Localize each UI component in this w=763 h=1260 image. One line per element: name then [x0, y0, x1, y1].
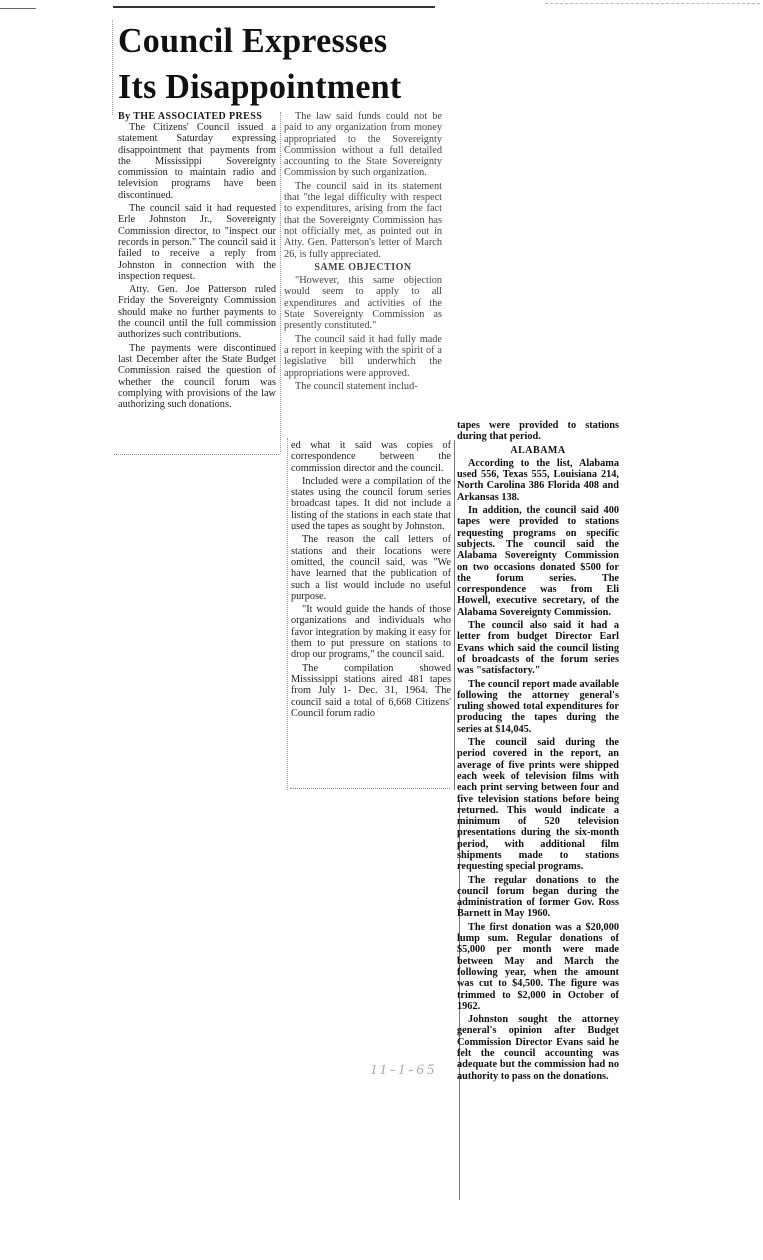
headline-line-1: Council Expresses: [118, 21, 388, 60]
paragraph: The Citizens' Council issued a statement Saturday expressing disappointment that payments from the Mississippi Sovereignty commission to maintain radio and television programs have been discontinued.: [118, 122, 276, 201]
paragraph: The council also said it had a letter from budget Director Earl Evans which said the council listing of broadcasts of the forum series was "satisfactory.": [457, 620, 619, 677]
paragraph: Johnston sought the attorney general's opinion after Budget Commission Director Evans said he felt the council accounting was adequate but the commission had no authority to pass on the donations.: [457, 1014, 619, 1082]
column-3-bottom-rule: [290, 788, 450, 789]
column-divider: [454, 440, 455, 790]
top-rule: [113, 6, 435, 8]
top-dashed-edge: [545, 3, 760, 4]
article-column-4: [457, 420, 619, 1084]
column-divider: [287, 438, 288, 790]
paragraph: The compilation showed Mississippi stations aired 481 tapes from July 1- Dec. 31, 1964. The council said a total of 6,668 Citizens' Council forum radio: [291, 662, 451, 719]
paragraph: The council statement includ-: [295, 380, 418, 392]
paragraph: The council said it had fully made a report in keeping with the spirit of a legislative bill underwhich the appropriations were approved.: [284, 333, 442, 379]
paragraph: ed what it said was copies of correspondence between the commission director and the council.: [291, 440, 451, 474]
headline: [118, 18, 448, 110]
byline: By THE ASSOCIATED PRESS: [118, 111, 263, 122]
article-column-3: [291, 440, 451, 721]
clipping-edge-left: [112, 20, 113, 115]
pencil-annotation: 11-1-65: [370, 1062, 438, 1078]
paragraph: In addition, the council said 400 tapes were provided to stations requesting programs on specific subjects. The council said the Alabama Sovereignty Commission on two occasions donated $500 for the forum series. The correspondence was from Eli Howell, executive secretary, of the Alabama Sovereignty Commission.: [457, 505, 619, 618]
paragraph: The council said during the period covered in the report, an average of five prints were shipped each week of television films with each print serving between four and five television stations before being returned. This would indicate a minimum of 520 television presentations during the six-month period, with additional film shipments made to stations requesting special programs.: [457, 737, 619, 873]
paragraph: According to the list, Alabama used 556, Texas 555, Louisiana 214, North Carolina 386 Florida 408 and Arkansas 138.: [457, 457, 619, 503]
paragraph: Atty. Gen. Joe Patterson ruled Friday the Sovereignty Commission should make no further payments to the council until the full commission authorizes such contributions.: [118, 284, 276, 341]
paragraph: The council report made available following the attorney general's ruling showed total expenditures for producing the tapes during the series at $14,045.: [457, 678, 619, 735]
article-column-1: [118, 122, 276, 412]
column-divider: [280, 112, 281, 452]
subhead-alabama: ALABAMA: [510, 444, 566, 456]
paragraph: tapes were provided to stations during that period.: [457, 420, 619, 443]
paragraph: The law said funds could not be paid to any organization from money appropriated to the Sovereignty Commission without a full detailed accounting to the State Sovereignty Commission by such organization.: [284, 111, 442, 179]
paragraph: The council said it had requested Erle Johnston Jr., Sovereignty Commission director, to "inspect our records in person." The council said it failed to receive a reply from Johnston in connection with the inspection request.: [118, 203, 276, 282]
column-1-bottom-rule: [114, 454, 279, 455]
paragraph: Included were a compilation of the states using the council forum series broadcast tapes. It did not include a listing of the stations in each state that used the tapes as sought by Johnston.: [291, 475, 451, 533]
paragraph: The council said in its statement that "the legal difficulty with respect to expenditures, arising from the fact that the Sovereignty Commission has not officially met, as pointed out in Atty. Gen. Patterson's letter of March 26, is fully appreciated.: [284, 180, 442, 260]
paragraph: The first donation was a $20,000 lump sum. Regular donations of $5,000 per month were made between May and March the following year, when the amount was cut to $4,500. The figure was trimmed to $2,000 in October of 1962.: [457, 921, 619, 1012]
paragraph: "However, this same objection would seem to apply to all expenditures and activities of the State Sovereignty Commission as presently constituted.": [284, 275, 442, 332]
headline-line-2: Its Disappointment: [118, 67, 402, 106]
paragraph: "It would guide the hands of those organizations and individuals who favor integration by making it easy for them to put pressure on stations to drop our programs," the council said.: [291, 604, 451, 661]
subhead-same-objection: SAME OBJECTION: [314, 261, 412, 273]
article-column-2: [284, 111, 442, 394]
paragraph: The payments were discontinued last December after the State Budget Commission raised the question of whether the council forum was complying with provisions of the law authorizing such donations.: [118, 342, 276, 411]
paragraph: The reason the call letters of stations and their locations were omitted, the council said, was "We have learned that the publication of such a list would include no useful purpose.: [291, 534, 451, 602]
margin-line: [0, 8, 36, 9]
paragraph: The regular donations to the council forum began during the administration of former Gov. Ross Barnett in May 1960.: [457, 874, 619, 920]
